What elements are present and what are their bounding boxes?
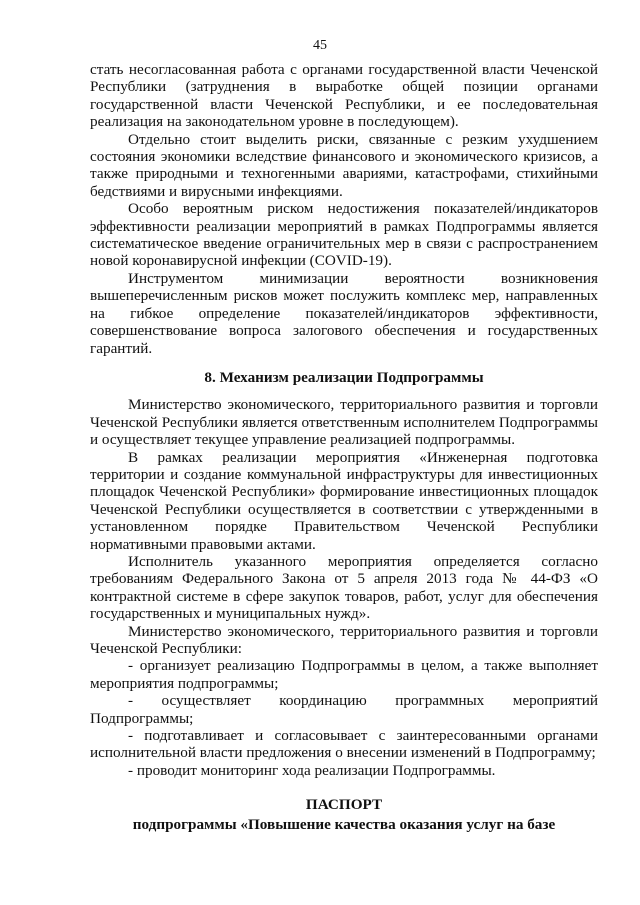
list-item: - проводит мониторинг хода реализации Подпрограммы. bbox=[128, 761, 496, 779]
list-item: - осуществляет координацию программных мероприятий Подпрограммы; bbox=[90, 692, 598, 727]
passport-title: ПАСПОРТ bbox=[305, 796, 383, 814]
paragraph: стать несогласованная работа с органами государственной власти Чеченской Республики (затруднения в выработке общей позиции органами государственной власти Чеченской Республики, и ее последовательная реализация на законодательном уровне в последующем). bbox=[90, 61, 598, 131]
list-item: - организует реализацию Подпрограммы в целом, а также выполняет мероприятия подпрограммы; bbox=[90, 657, 598, 692]
paragraph: Инструментом минимизации вероятности возникновения вышеперечисленным рисков может послужить комплекс мер, направленных на гибкое определение показателей/индикаторов эффективности, совершенствование вопроса залогового обеспечения и государственных гарантий. bbox=[90, 269, 598, 357]
section-heading: 8. Механизм реализации Подпрограммы bbox=[204, 368, 484, 386]
list-item: - подготавливает и согласовывает с заинтересованными органами исполнительной власти предложения о внесении изменений в Подпрограмму; bbox=[90, 727, 598, 762]
passport-subtitle: подпрограммы «Повышение качества оказания услуг на базе bbox=[132, 815, 556, 833]
paragraph: Отдельно стоит выделить риски, связанные с резким ухудшением состояния экономики вследствие финансового и экономического кризисов, а также природными и техногенными авариями, катастрофами, стихийными бедствиями и вирусными инфекциями. bbox=[90, 130, 598, 200]
paragraph: Исполнитель указанного мероприятия определяется согласно требованиям Федерального Закона от 5 апреля 2013 года № 44-ФЗ «О контрактной системе в сфере закупок товаров, работ, услуг для обеспечения государственных и муниципальных нужд». bbox=[90, 552, 598, 623]
paragraph: Министерство экономического, территориального развития и торговли Чеченской Республики: bbox=[90, 622, 598, 657]
page-number: 45 bbox=[313, 38, 327, 53]
paragraph: Особо вероятным риском недостижения показателей/индикаторов эффективности реализации мероприятий в рамках Подпрограммы является систематическое введение ограничительных мер в связи с распространением новой коронавирусной инфекции (COVID-19). bbox=[90, 200, 598, 270]
paragraph: Министерство экономического, территориального развития и торговли Чеченской Республики является ответственным исполнителем Подпрограммы и осуществляет текущее управление реализацией подпрограммы. bbox=[90, 396, 598, 449]
paragraph: В рамках реализации мероприятия «Инженерная подготовка территории и создание коммунальной инфраструктуры для инвестиционных площадок Чеченской Республики» формирование инвестиционных площадок Чеченской Республики осуществляется в соответствии с утвержденными в установленном порядке Правительством Чеченской Республики нормативными правовыми актами. bbox=[90, 448, 598, 553]
document-body bbox=[90, 61, 598, 833]
